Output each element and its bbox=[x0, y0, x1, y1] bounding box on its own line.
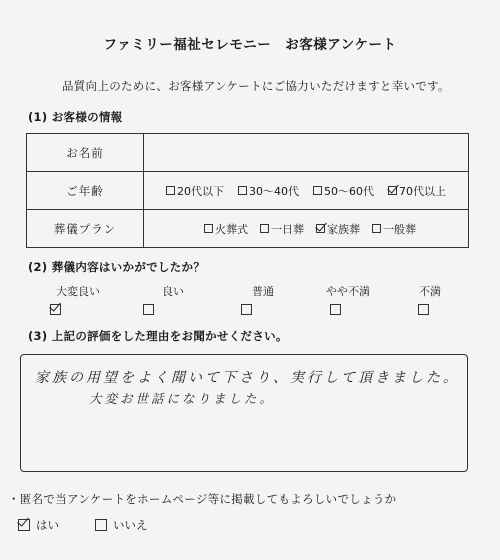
plan-option[interactable]: 一日葬 bbox=[260, 221, 304, 237]
rating-option[interactable]: 不満 bbox=[390, 283, 470, 315]
handwritten-answer-line1: 家族の用望をよく聞いて下さり、実行して頂きました。 bbox=[35, 370, 460, 386]
checkbox-icon[interactable] bbox=[418, 304, 429, 315]
section1-heading: (1) お客様の情報 bbox=[28, 110, 123, 124]
plan-option[interactable]: 一般葬 bbox=[372, 221, 416, 237]
checkbox-icon[interactable] bbox=[372, 224, 381, 233]
checkbox-icon[interactable] bbox=[143, 304, 154, 315]
rating-option[interactable]: 良い bbox=[133, 283, 213, 315]
plan-option[interactable]: 家族葬 bbox=[316, 221, 360, 237]
rating-option[interactable]: やや不満 bbox=[308, 283, 388, 315]
row-name bbox=[27, 134, 469, 172]
age-option[interactable]: 20代以下 bbox=[166, 183, 224, 199]
yes-option[interactable]: はい bbox=[18, 517, 59, 533]
plan-options bbox=[144, 210, 469, 248]
checkbox-checked-icon[interactable] bbox=[18, 519, 30, 531]
reason-answer-box[interactable] bbox=[20, 354, 468, 472]
checkbox-icon[interactable] bbox=[241, 304, 252, 315]
age-label: ご年齢 bbox=[27, 172, 144, 210]
checkbox-icon[interactable] bbox=[238, 186, 247, 195]
name-field[interactable] bbox=[144, 134, 469, 172]
name-label: お名前 bbox=[27, 134, 144, 172]
rating-option[interactable]: 大変良い bbox=[38, 283, 118, 315]
rating-scale bbox=[28, 283, 448, 317]
checkbox-icon[interactable] bbox=[204, 224, 213, 233]
checkbox-icon[interactable] bbox=[95, 519, 107, 531]
customer-info-table bbox=[26, 133, 469, 248]
age-option[interactable]: 70代以上 bbox=[388, 183, 446, 199]
checkbox-checked-icon[interactable] bbox=[316, 224, 325, 233]
section3-heading: (3) 上記の評価をした理由をお聞かせください。 bbox=[28, 329, 288, 343]
plan-option[interactable]: 火葬式 bbox=[204, 221, 248, 237]
publish-options bbox=[18, 517, 148, 533]
age-options bbox=[144, 172, 469, 210]
form-title: ファミリー福祉セレモニー お客様アンケート bbox=[103, 37, 397, 53]
checkbox-checked-icon[interactable] bbox=[50, 304, 61, 315]
checkbox-icon[interactable] bbox=[166, 186, 175, 195]
row-age bbox=[27, 172, 469, 210]
checkbox-icon[interactable] bbox=[313, 186, 322, 195]
checkbox-icon[interactable] bbox=[260, 224, 269, 233]
section2-heading: (2) 葬儀内容はいかがでしたか？ bbox=[28, 260, 206, 274]
intro-text: 品質向上のために、お客様アンケートにご協力いただけますと幸いです。 bbox=[62, 79, 450, 93]
checkbox-checked-icon[interactable] bbox=[388, 186, 397, 195]
no-option[interactable]: いいえ bbox=[95, 517, 148, 533]
rating-option[interactable]: 普通 bbox=[223, 283, 303, 315]
publish-question: ・匿名で当アンケートをホームページ等に掲載してもよろしいでしょうか bbox=[8, 492, 397, 506]
plan-label: 葬儀プラン bbox=[27, 210, 144, 248]
age-option[interactable]: 30～40代 bbox=[238, 183, 299, 199]
handwritten-answer-line2: 大変お世話になりました。 bbox=[89, 391, 276, 406]
checkbox-icon[interactable] bbox=[330, 304, 341, 315]
row-plan bbox=[27, 210, 469, 248]
age-option[interactable]: 50～60代 bbox=[313, 183, 374, 199]
